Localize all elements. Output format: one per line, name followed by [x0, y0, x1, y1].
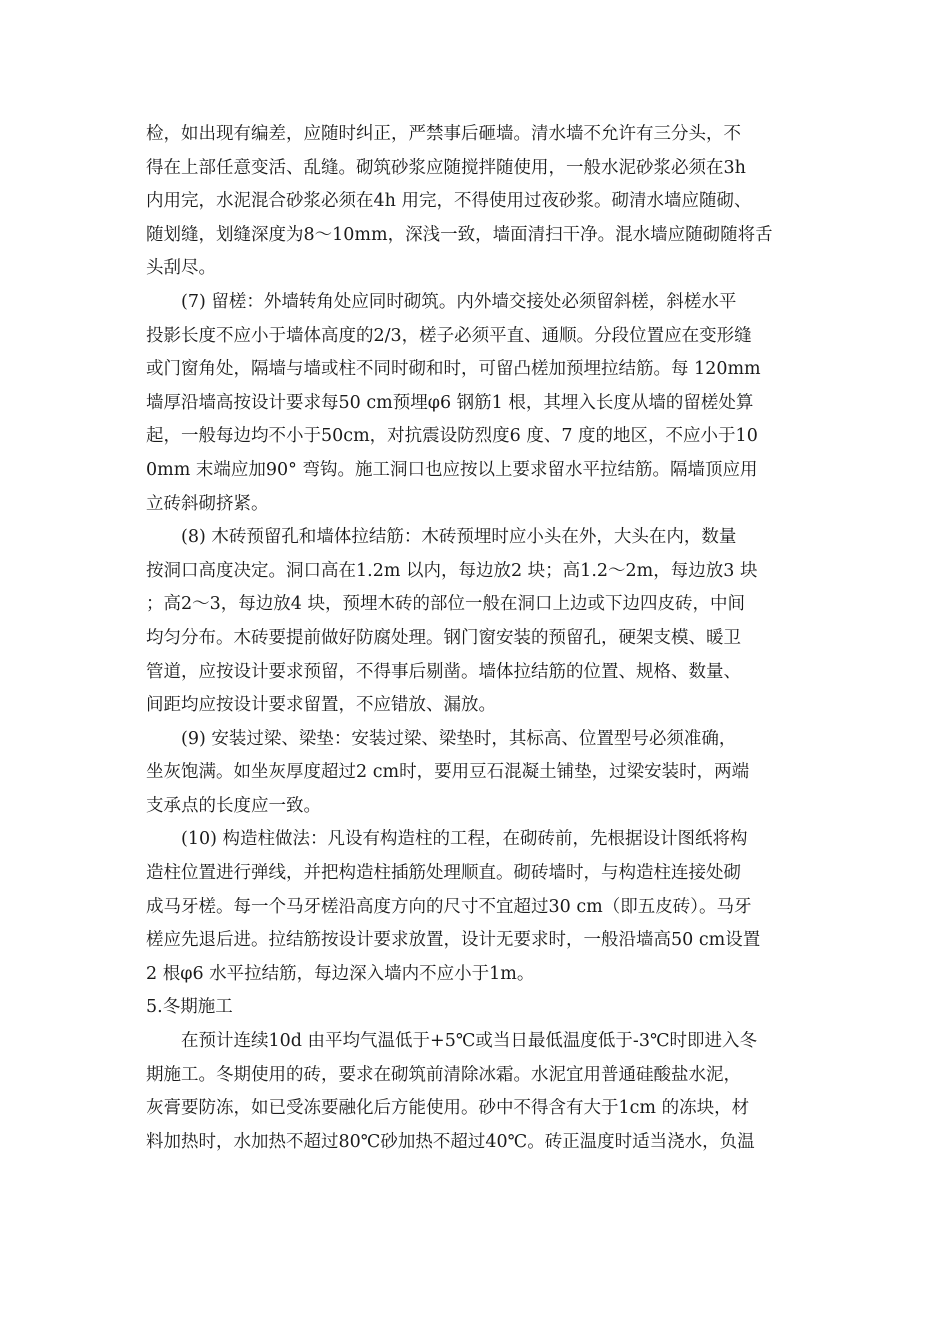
- text-line: 料加热时，水加热不超过80℃砂加热不超过40℃。砖正温度时适当浇水，负温: [146, 1131, 755, 1152]
- text-line: 0mm 末端应加90° 弯钩。施工洞口也应按以上要求留水平拉结筋。隔墙顶应用: [146, 459, 758, 480]
- text-line: 头刮尽。: [146, 258, 216, 279]
- text-line: 均匀分布。木砖要提前做好防腐处理。钢门窗安装的预留孔，硬架支模、暖卫: [146, 627, 741, 648]
- text-line: 灰膏要防冻，如已受冻要融化后方能使用。砂中不得含有大于1cm 的冻块，材: [146, 1098, 750, 1119]
- section-heading: 5.冬期施工: [146, 997, 233, 1018]
- text-line: 随划缝，划缝深度为8～10mm，深浅一致，墙面清扫干净。混水墙应随砌随将舌: [146, 224, 773, 245]
- text-line: 投影长度不应小于墙体高度的2/3，槎子必须平直、通顺。分段位置应在变形缝: [146, 325, 752, 346]
- text-line: 内用完，水泥混合砂浆必须在4h 用完，不得使用过夜砂浆。砌清水墙应随砌、: [146, 191, 752, 212]
- text-line: ；高2～3，每边放4 块，预埋木砖的部位一般在洞口上边或下边四皮砖，中间: [146, 594, 745, 615]
- text-line: 槎应先退后进。拉结筋按设计要求放置，设计无要求时，一般沿墙高50 cm设置: [146, 930, 761, 951]
- paragraph-8-first-line: (8) 木砖预留孔和墙体拉结筋：木砖预埋时应小头在外，大头在内，数量: [181, 527, 737, 548]
- paragraph-10-first-line: (10) 构造柱做法：凡设有构造柱的工程，在砌砖前，先根据设计图纸将构: [181, 829, 748, 850]
- text-line: 期施工。冬期使用的砖，要求在砌筑前清除冰霜。水泥宜用普通硅酸盐水泥，: [146, 1064, 741, 1085]
- text-line: 支承点的长度应一致。: [146, 795, 321, 816]
- text-line: 造柱位置进行弹线，并把构造柱插筋处理顺直。砌砖墙时，与构造柱连接处砌: [146, 863, 741, 884]
- text-line: 墙厚沿墙高按设计要求每50 cm预埋φ6 钢筋1 根，其埋入长度从墙的留槎处算: [146, 392, 754, 413]
- text-line: 按洞口高度决定。洞口高在1.2m 以内，每边放2 块；高1.2～2m，每边放3 块: [146, 560, 758, 581]
- text-line: 成马牙槎。每一个马牙槎沿高度方向的尺寸不宜超过30 cm（即五皮砖）。马牙: [146, 896, 752, 917]
- text-line: 坐灰饱满。如坐灰厚度超过2 cm时，要用豆石混凝土铺垫，过梁安装时，两端: [146, 762, 750, 783]
- text-line: 起，一般每边均不小于50cm，对抗震设防烈度6 度、7 度的地区，不应小于10: [146, 426, 758, 447]
- text-line: 立砖斜砌挤紧。: [146, 493, 269, 514]
- paragraph-9-first-line: (9) 安装过梁、梁垫：安装过梁、梁垫时，其标高、位置型号必须准确，: [181, 728, 737, 749]
- section-5-first-line: 在预计连续10d 由平均气温低于+5℃或当日最低温度低于-3℃时即进入冬: [181, 1031, 758, 1052]
- text-line: 管道，应按设计要求预留，不得事后剔凿。墙体拉结筋的位置、规格、数量、: [146, 661, 741, 682]
- text-line: 2 根φ6 水平拉结筋，每边深入墙内不应小于1m。: [146, 963, 535, 984]
- text-line: 或门窗角处，隔墙与墙或柱不同时砌和时，可留凸槎加预埋拉结筋。每 120mm: [146, 359, 761, 380]
- text-line: 检，如出现有编差，应随时纠正，严禁事后砸墙。清水墙不允许有三分头，不: [146, 124, 741, 144]
- text-line: 得在上部任意变活、乱缝。砌筑砂浆应随搅拌随使用，一般水泥砂浆必须在3h: [146, 157, 746, 178]
- document-page: [146, 118, 806, 1159]
- paragraph-7-first-line: (7) 留槎：外墙转角处应同时砌筑。内外墙交接处必须留斜槎，斜槎水平: [181, 291, 737, 312]
- text-line: 间距均应按设计要求留置，不应错放、漏放。: [146, 695, 496, 716]
